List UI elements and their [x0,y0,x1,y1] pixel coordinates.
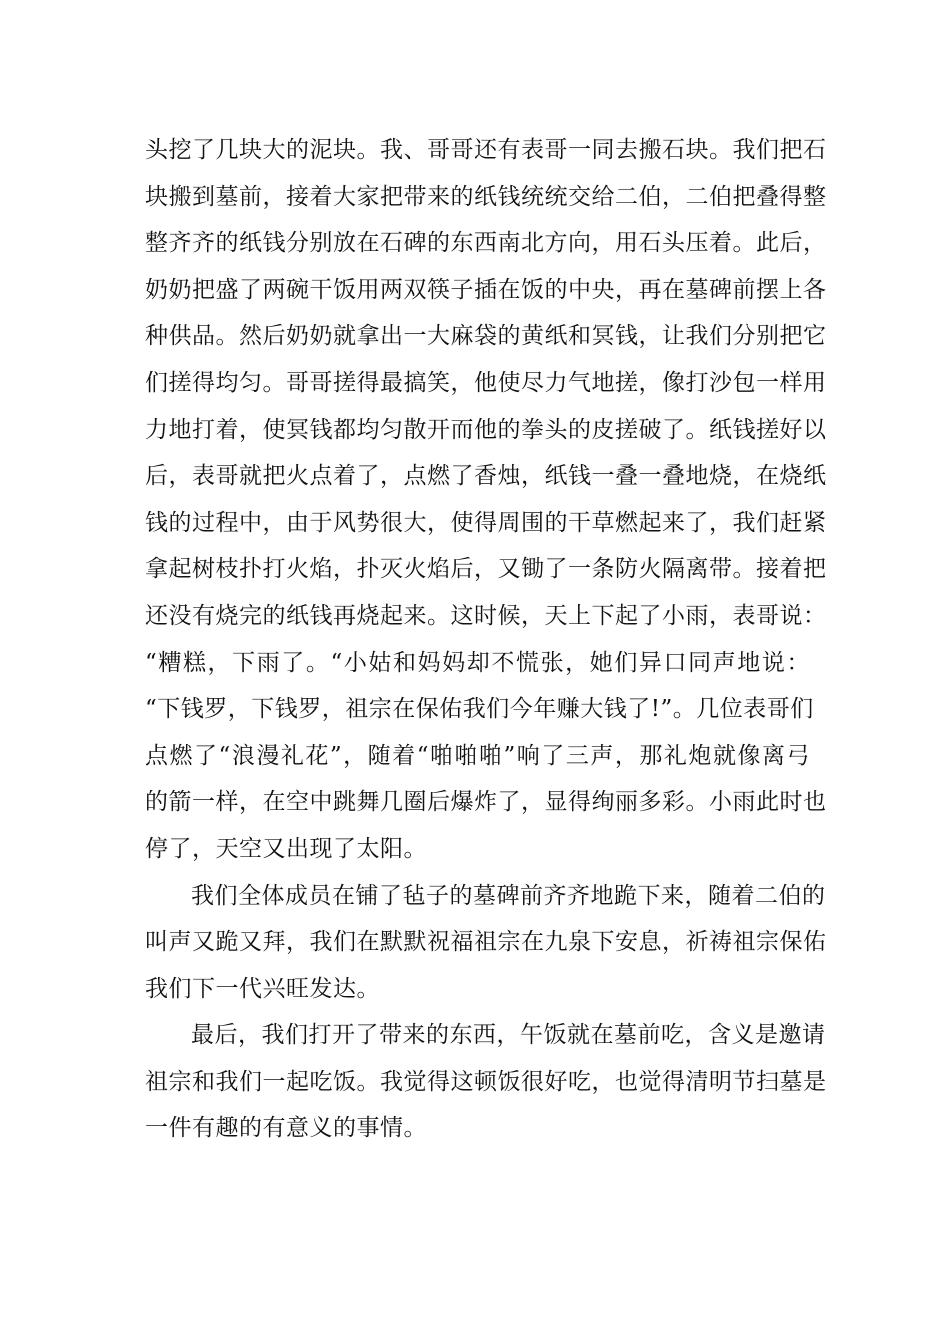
text-line: 钱的过程中，由于风势很大，使得周围的干草燃起来了，我们赶紧 [145,509,827,536]
text-line: 们搓得均匀。哥哥搓得最搞笑，他使尽力气地搓，像打沙包一样用 [145,369,827,396]
text-line: 叫声又跪又拜，我们在默默祝福祖宗在九泉下安息，祈祷祖宗保佑 [145,929,827,956]
text-line: 一件有趣的有意义的事情。 [145,1115,427,1142]
text-line: 力地打着，使冥钱都均匀散开而他的拳头的皮搓破了。纸钱搓好以 [145,416,827,443]
essay-body [145,127,827,1152]
text-line: 后，表哥就把火点着了，点燃了香烛，纸钱一叠一叠地烧，在烧纸 [145,463,827,490]
text-line: “下钱罗，下钱罗，祖宗在保佑我们今年赚大钱了!”。几位表哥们 [145,696,814,723]
paragraph-2 [145,873,827,1013]
paragraph-1 [145,127,827,873]
text-line: 我们全体成员在铺了毡子的墓碑前齐齐地跪下来，随着二伯的 [191,882,826,909]
text-line: 拿起树枝扑打火焰，扑灭火焰后，又锄了一条防火隔离带。接着把 [145,556,827,583]
text-line: 整齐齐的纸钱分别放在石碑的东西南北方向，用石头压着。此后， [145,230,827,257]
text-line: 我们下一代兴旺发达。 [145,975,380,1002]
paragraph-3 [145,1012,827,1152]
text-line: 停了，天空又出现了太阳。 [145,835,427,862]
text-line: 奶奶把盛了两碗干饭用两双筷子插在饭的中央，再在墓碑前摆上各 [145,276,827,303]
text-line: “糟糕，下雨了。“小姑和妈妈却不慌张，她们异口同声地说： [145,649,810,676]
text-line: 块搬到墓前，接着大家把带来的纸钱统统交给二伯，二伯把叠得整 [145,183,827,210]
text-line: 最后，我们打开了带来的东西，午饭就在墓前吃，含义是邀请 [191,1022,826,1049]
text-line: 种供品。然后奶奶就拿出一大麻袋的黄纸和冥钱，让我们分别把它 [145,323,827,350]
text-line: 还没有烧完的纸钱再烧起来。这时候，天上下起了小雨，表哥说： [145,602,827,629]
text-line: 点燃了“浪漫礼花”，随着“啪啪啪”响了三声，那礼炮就像离弓 [145,742,810,769]
text-line: 的箭一样，在空中跳舞几圈后爆炸了，显得绚丽多彩。小雨此时也 [145,789,827,816]
text-line: 祖宗和我们一起吃饭。我觉得这顿饭很好吃，也觉得清明节扫墓是 [145,1068,827,1095]
text-line: 头挖了几块大的泥块。我、哥哥还有表哥一同去搬石块。我们把石 [145,137,827,163]
